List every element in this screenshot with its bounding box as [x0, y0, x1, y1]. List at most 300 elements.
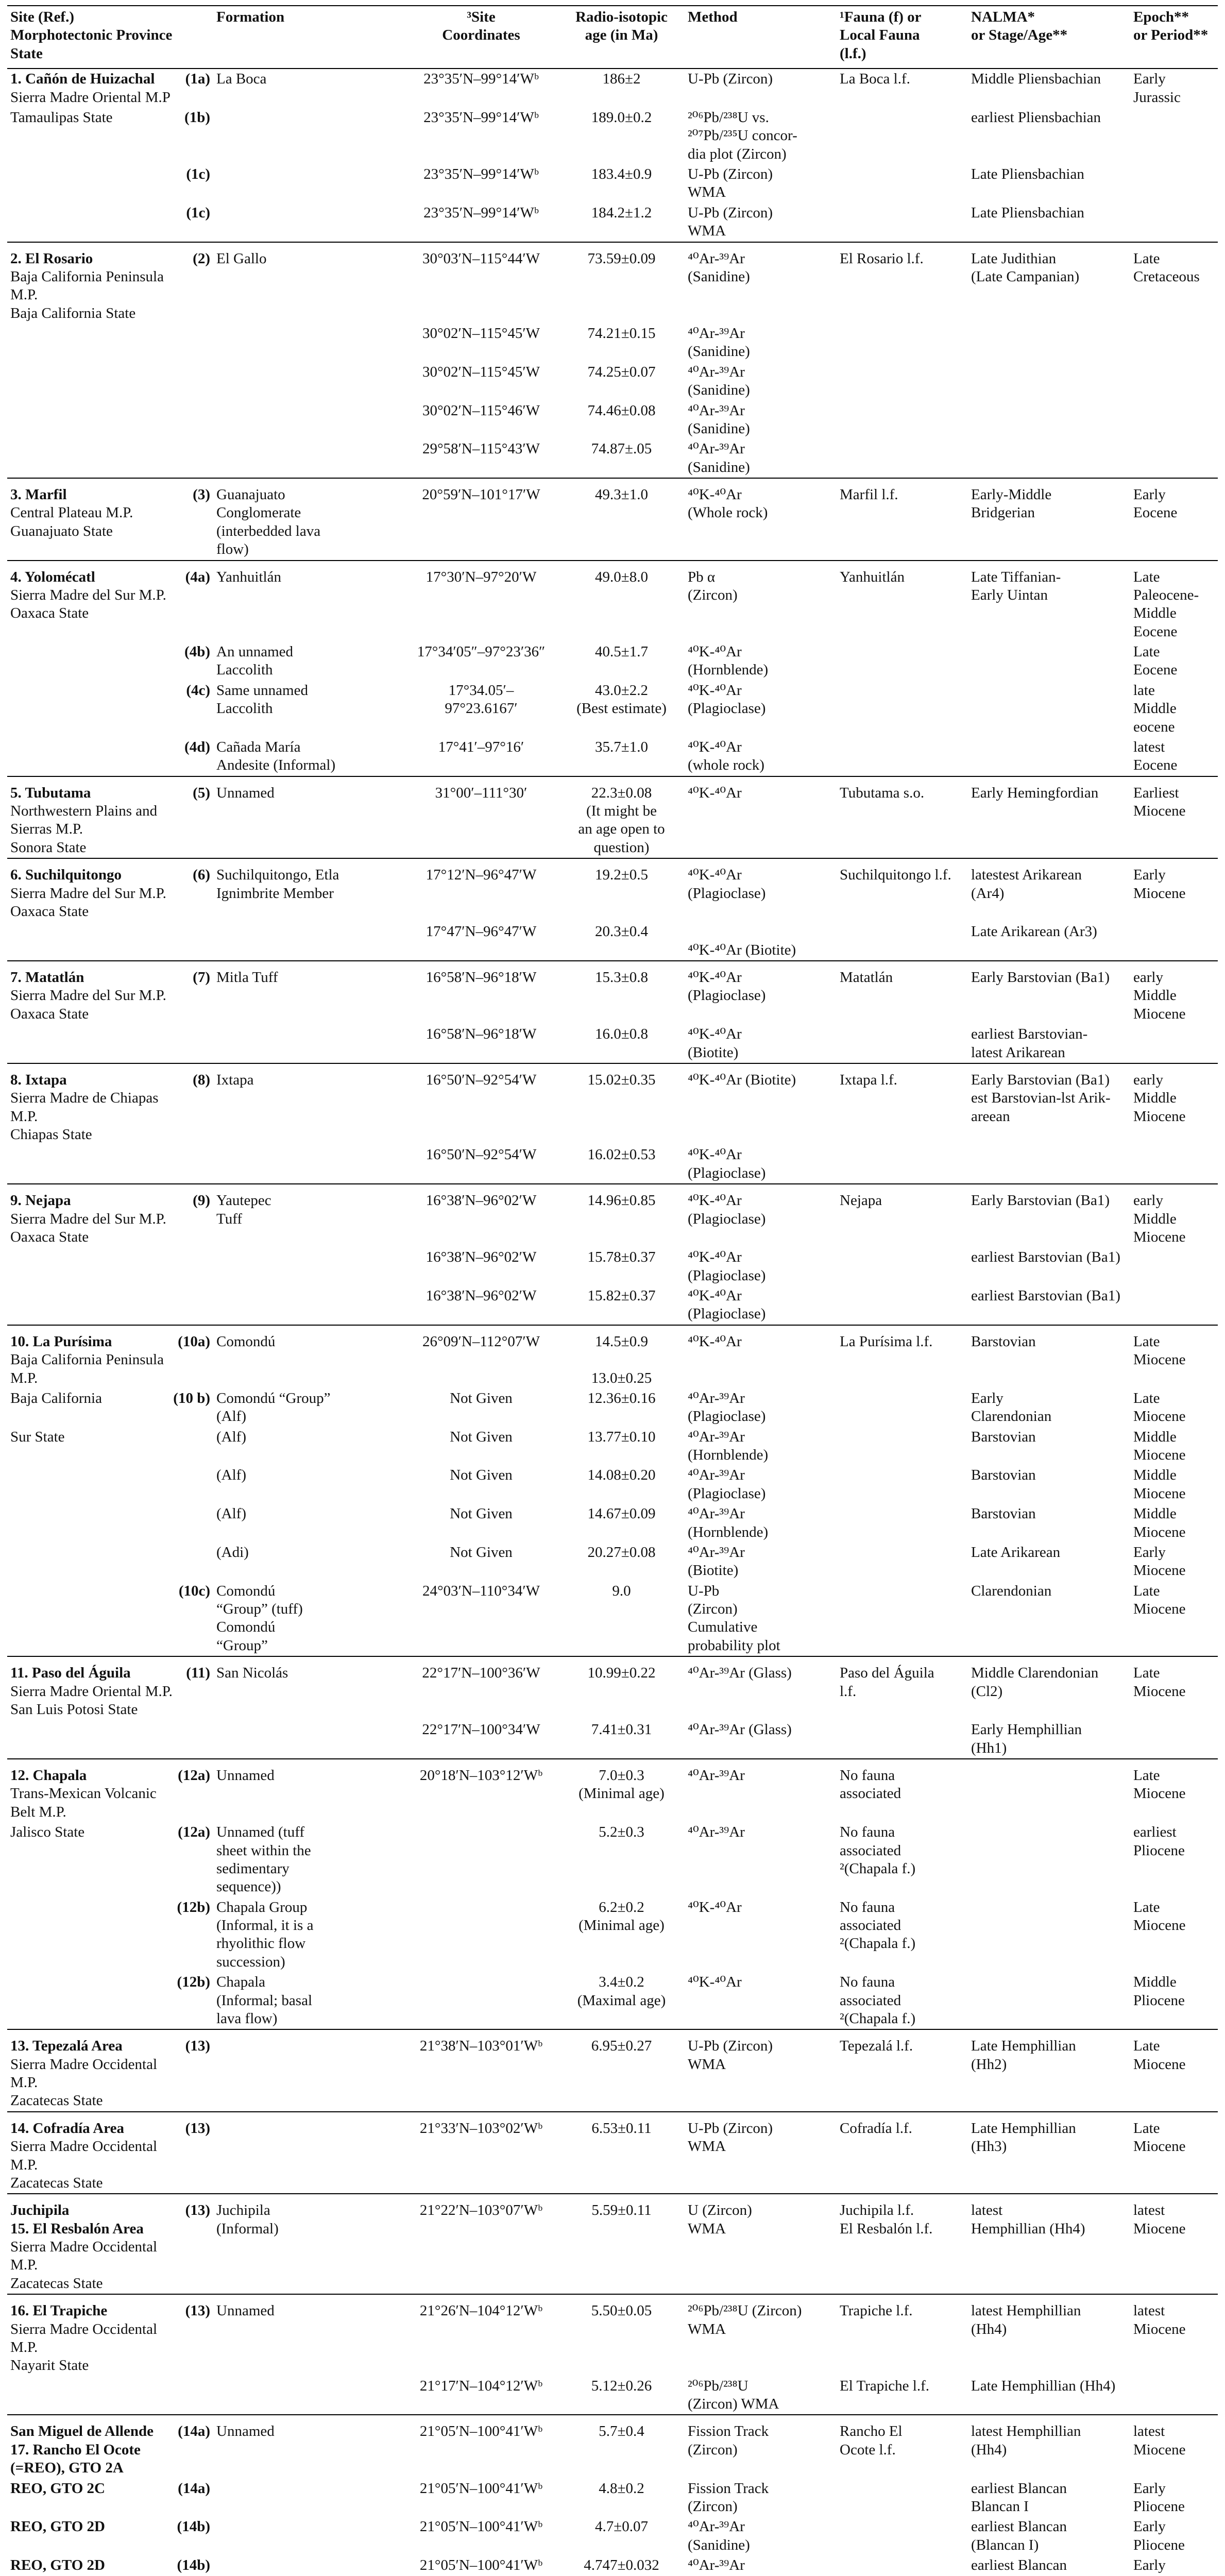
- age-cell: 14.08±0.20: [587, 1467, 656, 1484]
- table-row: [7, 858, 1218, 922]
- table-row: [7, 401, 1218, 439]
- nalma-cell: Early-Middle Bridgerian: [968, 478, 1130, 561]
- coordinates-cell: 21°38′N–103°01′Wᵇ: [404, 2029, 558, 2112]
- site-province: Sierra Madre del Sur M.P. Oaxaca State: [10, 987, 166, 1022]
- formation-cell: An unnamed Laccolith: [216, 643, 293, 679]
- table-container: [7, 5, 1218, 2576]
- epoch-cell: Early Pliocene: [1133, 2518, 1185, 2553]
- site-name: 1. Cañón de Huizachal: [10, 71, 155, 88]
- nalma-cell: latest Hemphillian (Hh4): [968, 2415, 1130, 2478]
- coordinates-cell: 16°50′N–92°54′W: [404, 1063, 558, 1145]
- age-cell: 10.99±0.22: [558, 1656, 685, 1720]
- table-row: [7, 478, 1218, 561]
- coordinates-cell: 21°22′N–103°07′Wᵇ: [404, 2194, 558, 2294]
- site-cell: [7, 2415, 213, 2478]
- epoch-cell: [1130, 324, 1218, 362]
- formation-cell: Yautepec Tuff: [213, 1184, 404, 1247]
- site-ref: (14b): [177, 2518, 210, 2535]
- table-row: [7, 1247, 1218, 1286]
- site-province: Baja California Peninsula M.P.: [10, 1351, 164, 1386]
- fauna-cell: [837, 1427, 968, 1466]
- epoch-cell: late Middle eocene: [1133, 682, 1177, 735]
- site-name: 7. Matatlán: [10, 969, 84, 986]
- table-row: [7, 1145, 1218, 1184]
- site-province: Sierra Madre Occidental M.P. Zacatecas State: [10, 2138, 158, 2191]
- table-row: [7, 362, 1218, 401]
- table-row: [7, 776, 1218, 859]
- coordinates-cell: 21°17′N–104°12′Wᵇ: [419, 2377, 543, 2394]
- site-cell: [7, 961, 213, 1024]
- site-ref: (4c): [186, 682, 210, 699]
- method-cell: ⁴⁰Ar-³⁹Ar (Biotite): [688, 1544, 745, 1579]
- method-cell: U (Zircon) WMA: [685, 2194, 837, 2294]
- method-cell: ⁴⁰K-⁴⁰Ar: [688, 1899, 742, 1916]
- method-cell: U-Pb (Zircon): [688, 71, 773, 88]
- coordinates-cell: 16°58′N–96°18′W: [404, 961, 558, 1024]
- coordinates-cell: 21°05′N–100°41′Wᵇ: [404, 2415, 558, 2478]
- site-cell: [7, 1720, 213, 1759]
- epoch-cell: Late Eocene: [1133, 643, 1178, 679]
- site-cell: [7, 1063, 213, 1145]
- site-cell: [7, 164, 213, 203]
- site-cell: [7, 2112, 213, 2194]
- method-cell: ⁴⁰K-⁴⁰Ar (Plagioclase): [688, 682, 766, 717]
- fauna-cell: Juchipila l.f. El Resbalón l.f.: [837, 2194, 968, 2294]
- table-row: [7, 1024, 1218, 1063]
- formation-cell: Unnamed: [213, 2294, 404, 2376]
- site-cell: [7, 1024, 213, 1063]
- epoch-cell: Late Miocene: [1133, 1582, 1186, 1617]
- site-ref: (14a): [178, 2480, 210, 2497]
- site-name: Tamaulipas State: [10, 109, 113, 126]
- coordinates-cell: Not Given: [450, 1428, 513, 1445]
- nalma-cell: Middle Pliensbachian: [971, 71, 1101, 88]
- coordinates-cell: 30°02′N–115°45′W: [422, 363, 540, 380]
- fauna-cell: [837, 324, 968, 362]
- fauna-cell: [837, 362, 968, 401]
- site-cell: [7, 1543, 213, 1581]
- nalma-cell: latestest Arikarean (Ar4): [968, 858, 1130, 922]
- epoch-cell: early Middle Miocene: [1130, 961, 1218, 1024]
- fauna-cell: Marfil l.f.: [837, 478, 968, 561]
- site-cell: [7, 1427, 213, 1466]
- nalma-cell: Late Pliensbachian: [971, 204, 1084, 221]
- site-cell: [7, 2517, 213, 2555]
- age-cell: 14.67±0.09: [587, 1505, 656, 1522]
- method-cell: U-Pb (Zircon) Cumulative probability plot: [688, 1582, 780, 1654]
- fauna-cell: [837, 1581, 968, 1657]
- epoch-cell: Late Miocene: [1130, 2112, 1218, 2194]
- fauna-cell: [837, 439, 968, 478]
- epoch-cell: latest Miocene: [1130, 2415, 1218, 2478]
- site-province: Northwestern Plains and Sierras M.P. Sonora State: [10, 803, 158, 856]
- table-row: [7, 2112, 1218, 2194]
- site-ref: (7): [193, 969, 210, 986]
- site-cell: [7, 1897, 213, 1973]
- age-cell: 186±2: [602, 71, 641, 88]
- age-cell: 16.0±0.8: [595, 1026, 648, 1043]
- table-row: [7, 242, 1218, 324]
- method-cell: ⁴⁰K-⁴⁰Ar (Hornblende): [688, 643, 769, 679]
- fauna-cell: [837, 2479, 968, 2517]
- coordinates-cell: 26°09′N–112°07′W: [404, 1325, 558, 1388]
- table-row: [7, 1184, 1218, 1247]
- coordinates-cell: 21°26′N–104°12′Wᵇ: [404, 2294, 558, 2376]
- site-cell: [7, 203, 213, 242]
- formation-cell: [213, 2029, 404, 2112]
- fauna-cell: Rancho El Ocote l.f.: [837, 2415, 968, 2478]
- age-cell: 73.59±0.09: [558, 242, 685, 324]
- site-cell: [7, 362, 213, 401]
- age-cell: 5.2±0.3: [599, 1824, 644, 1841]
- epoch-cell: [1130, 362, 1218, 401]
- nalma-cell: Late Arikarean (Ar3): [971, 923, 1097, 940]
- header-site: Site (Ref.) Morphotectonic Province State: [7, 6, 213, 69]
- site-ref: (14b): [177, 2557, 210, 2573]
- formation-cell: [213, 362, 404, 401]
- site-name: Baja California: [10, 1389, 102, 1406]
- table-row: [7, 681, 1218, 737]
- age-cell: 7.41±0.31: [591, 1721, 652, 1738]
- coordinates-cell: 30°02′N–115°45′W: [422, 325, 540, 342]
- coordinates-cell: 31°00′–111°30′: [404, 776, 558, 859]
- site-name: 12. Chapala: [10, 1767, 87, 1784]
- fauna-cell: Tepezalá l.f.: [837, 2029, 968, 2112]
- header-row: [7, 6, 1218, 69]
- site-cell: [7, 1656, 213, 1720]
- nalma-cell: Late Pliensbachian: [971, 166, 1084, 182]
- site-name: 10. La Purísima: [10, 1333, 112, 1350]
- method-cell: ⁴⁰Ar-³⁹Ar (Hornblende): [688, 1505, 769, 1540]
- site-name: 3. Marfil: [10, 486, 67, 503]
- nalma-cell: Barstovian: [971, 1467, 1036, 1484]
- fauna-cell: [837, 1543, 968, 1581]
- formation-cell: Unnamed: [213, 2415, 404, 2478]
- table-row: [7, 1063, 1218, 1145]
- method-cell: ⁴⁰Ar-³⁹Ar (Sanidine): [688, 402, 750, 437]
- nalma-cell: Early Barstovian (Ba1): [968, 961, 1130, 1024]
- formation-cell: [213, 1720, 404, 1759]
- formation-cell: [213, 2555, 404, 2576]
- site-province: Sierra Madre de Chiapas M.P. Chiapas State: [10, 1090, 159, 1143]
- age-cell: 20.3±0.4: [595, 923, 648, 940]
- site-name: Sur State: [10, 1428, 65, 1445]
- epoch-cell: Middle Pliocene: [1133, 1974, 1185, 2009]
- epoch-cell: [1130, 401, 1218, 439]
- site-cell: [7, 1388, 213, 1427]
- nalma-cell: Late Tiffanian- Early Uintan: [968, 561, 1130, 642]
- fauna-cell: [837, 922, 968, 961]
- site-ref: (13): [185, 2120, 210, 2137]
- formation-cell: Cañada María Andesite (Informal): [216, 738, 336, 774]
- site-ref: (1c): [186, 204, 210, 221]
- epoch-cell: Early: [1133, 2557, 1166, 2573]
- table-row: [7, 439, 1218, 478]
- nalma-cell: Barstovian: [971, 1428, 1036, 1445]
- site-cell: [7, 242, 213, 324]
- nalma-cell: [968, 1759, 1130, 1822]
- method-cell: ⁴⁰Ar-³⁹Ar (Sanidine): [688, 2518, 750, 2553]
- fauna-cell: [837, 1388, 968, 1427]
- site-ref: (13): [185, 2202, 210, 2219]
- age-cell: 6.53±0.11: [558, 2112, 685, 2194]
- coordinates-cell: 17°47′N–96°47′W: [426, 923, 537, 940]
- method-cell: ⁴⁰K-⁴⁰Ar (Plagioclase): [685, 858, 837, 922]
- age-cell: 74.46±0.08: [587, 402, 656, 419]
- table-row: [7, 737, 1218, 776]
- table-body: [7, 69, 1218, 2576]
- table-row: [7, 2029, 1218, 2112]
- table-row: [7, 1822, 1218, 1897]
- epoch-cell: [1130, 108, 1218, 164]
- nalma-cell: latest Hemphillian (Hh4): [968, 2294, 1130, 2376]
- formation-cell: Unnamed: [213, 776, 404, 859]
- header-age: Radio-isotopic age (in Ma): [558, 6, 685, 69]
- coordinates-cell: Not Given: [450, 1544, 513, 1561]
- coordinates-cell: 29°58′N–115°43′W: [422, 440, 540, 457]
- method-cell: ⁴⁰K-⁴⁰Ar: [688, 1974, 742, 1991]
- formation-cell: Unnamed (tuff sheet within the sedimentary sequence)): [216, 1824, 311, 1895]
- nalma-cell: Barstovian: [971, 1505, 1036, 1522]
- site-cell: [7, 681, 213, 737]
- site-name: REO, GTO 2C: [10, 2480, 105, 2497]
- table-row: [7, 203, 1218, 242]
- epoch-cell: [1130, 203, 1218, 242]
- site-name: 6. Suchilquitongo: [10, 867, 122, 884]
- table-row: [7, 1720, 1218, 1759]
- fauna-cell: [837, 2555, 968, 2576]
- nalma-cell: Late Hemphillian (Hh4): [971, 2377, 1116, 2394]
- fauna-cell: No fauna associated ²(Chapala f.): [840, 1899, 916, 1952]
- table-row: [7, 2517, 1218, 2555]
- site-ref: (4d): [184, 738, 210, 755]
- coordinates-cell: 20°18′N–103°12′Wᵇ: [404, 1759, 558, 1822]
- site-cell: [7, 561, 213, 642]
- age-cell: 3.4±0.2 (Maximal age): [577, 1974, 666, 2009]
- site-ref: (10 b): [173, 1389, 210, 1406]
- site-ref: (12b): [177, 1974, 210, 1991]
- site-name: REO, GTO 2D: [10, 2518, 105, 2535]
- fauna-cell: [837, 1286, 968, 1325]
- fauna-cell: [837, 203, 968, 242]
- table-row: [7, 1427, 1218, 1466]
- nalma-cell: Early Hemingfordian: [968, 776, 1130, 859]
- coordinates-cell: 16°38′N–96°02′W: [404, 1184, 558, 1247]
- formation-cell: [213, 439, 404, 478]
- method-cell: ⁴⁰Ar-³⁹Ar (Plagioclase): [688, 1389, 766, 1425]
- site-name: San Miguel de Allende 17. Rancho El Ocote (=REO), GTO 2A: [10, 2423, 154, 2477]
- formation-cell: [213, 1286, 404, 1325]
- formation-cell: [213, 2112, 404, 2194]
- site-province: Sierra Madre del Sur M.P. Oaxaca State: [10, 586, 166, 622]
- formation-cell: (Alf): [216, 1467, 246, 1484]
- age-cell: 5.59±0.11: [558, 2194, 685, 2294]
- site-name: 16. El Trapiche: [10, 2302, 108, 2319]
- site-name: 4. Yolomécatl: [10, 568, 95, 585]
- coordinates-cell: Not Given: [450, 1389, 513, 1406]
- site-ref: (2): [193, 250, 210, 267]
- fauna-cell: [837, 1247, 968, 1286]
- fauna-cell: [837, 1145, 968, 1184]
- nalma-cell: [968, 324, 1130, 362]
- nalma-cell: latest Hemphillian (Hh4): [968, 2194, 1130, 2294]
- coordinates-cell: 23°35′N–99°14′Wᵇ: [423, 109, 539, 126]
- age-cell: 13.77±0.10: [587, 1428, 656, 1445]
- fauna-cell: La Boca l.f.: [840, 71, 910, 88]
- site-province: Trans-Mexican Volcanic Belt M.P.: [10, 1785, 157, 1820]
- coordinates-cell: 17°12′N–96°47′W: [404, 858, 558, 922]
- coordinates-cell: 22°17′N–100°34′W: [422, 1721, 540, 1738]
- fauna-cell: [837, 737, 968, 776]
- table-row: [7, 2294, 1218, 2376]
- coordinates-cell: 30°02′N–115°46′W: [422, 402, 540, 419]
- table-row: [7, 1759, 1218, 1822]
- coordinates-cell: Not Given: [450, 1467, 513, 1484]
- fauna-cell: Suchilquitongo l.f.: [837, 858, 968, 922]
- method-cell: ⁴⁰K-⁴⁰Ar (Biotite): [688, 941, 796, 958]
- site-ref: (6): [193, 867, 210, 884]
- formation-cell: El Gallo: [213, 242, 404, 324]
- header-nalma: NALMA* or Stage/Age**: [968, 6, 1130, 69]
- site-name: 9. Nejapa: [10, 1192, 71, 1209]
- epoch-cell: Late Miocene: [1130, 1656, 1218, 1720]
- site-name: 14. Cofradía Area: [10, 2120, 124, 2137]
- nalma-cell: earliest Blancan: [971, 2557, 1067, 2573]
- nalma-cell: Middle Clarendonian (Cl2): [968, 1656, 1130, 1720]
- nalma-cell: [968, 1822, 1130, 1897]
- age-cell: 14.5±0.9 13.0±0.25: [558, 1325, 685, 1388]
- age-cell: 16.02±0.53: [587, 1146, 656, 1163]
- epoch-cell: Late Miocene: [1130, 2029, 1218, 2112]
- formation-cell: Ixtapa: [213, 1063, 404, 1145]
- site-cell: [7, 69, 213, 108]
- header-epoch: Epoch** or Period**: [1130, 6, 1218, 69]
- age-cell: 6.2±0.2 (Minimal age): [579, 1899, 665, 1934]
- header-formation: Formation: [213, 6, 404, 69]
- age-cell: 12.36±0.16: [587, 1389, 656, 1406]
- method-cell: ⁴⁰Ar-³⁹Ar (Plagioclase): [688, 1467, 766, 1502]
- nalma-cell: [968, 681, 1130, 737]
- fauna-cell: [837, 1720, 968, 1759]
- age-cell: 20.27±0.08: [587, 1544, 656, 1561]
- method-cell: U-Pb (Zircon) WMA: [688, 204, 773, 240]
- age-cell: 15.82±0.37: [587, 1287, 656, 1304]
- fauna-cell: Yanhuitlán: [837, 561, 968, 642]
- fauna-cell: No fauna associated: [837, 1759, 968, 1822]
- epoch-cell: Late Cretaceous: [1130, 242, 1218, 324]
- coordinates-cell: 17°34.05′– 97°23.6167′: [445, 682, 518, 717]
- method-cell: ⁴⁰Ar-³⁹Ar (Sanidine): [688, 363, 750, 399]
- nalma-cell: [968, 1897, 1130, 1973]
- age-cell: 4.747±0.032: [584, 2557, 659, 2573]
- formation-cell: Comondú “Group” (Alf): [216, 1389, 331, 1425]
- method-cell: ⁴⁰K-⁴⁰Ar (whole rock): [688, 738, 764, 774]
- nalma-cell: [968, 439, 1130, 478]
- coordinates-cell: 17°41′–97°16′: [438, 738, 524, 755]
- coordinates-cell: 22°17′N–100°36′W: [404, 1656, 558, 1720]
- coordinates-cell: 17°30′N–97°20′W: [404, 561, 558, 642]
- fauna-cell: [837, 1024, 968, 1063]
- method-cell: ⁴⁰K-⁴⁰Ar: [685, 1325, 837, 1388]
- table-row: [7, 1581, 1218, 1657]
- site-cell: [7, 1465, 213, 1504]
- site-cell: [7, 478, 213, 561]
- site-cell: [7, 1581, 213, 1657]
- nalma-cell: earliest Pliensbachian: [971, 109, 1101, 126]
- age-cell: 6.95±0.27: [558, 2029, 685, 2112]
- coordinates-cell: 24°03′N–110°34′W: [422, 1582, 540, 1599]
- coordinates-cell: 16°38′N–96°02′W: [426, 1249, 537, 1266]
- method-cell: ⁴⁰K-⁴⁰Ar (Plagioclase): [688, 1287, 766, 1323]
- table-row: [7, 1504, 1218, 1543]
- age-cell: 184.2±1.2: [591, 204, 652, 221]
- table-row: [7, 1465, 1218, 1504]
- table-row: [7, 2479, 1218, 2517]
- fauna-cell: [837, 1465, 968, 1504]
- nalma-cell: Early Hemphillian (Hh1): [971, 1721, 1082, 1756]
- coordinates-cell: [404, 1897, 558, 1973]
- formation-cell: Same unnamed Laccolith: [216, 682, 308, 717]
- site-ref: (13): [185, 2038, 210, 2055]
- table-row: [7, 922, 1218, 961]
- method-cell: ⁴⁰Ar-³⁹Ar: [688, 2557, 745, 2573]
- nalma-cell: earliest Barstovian- latest Arikarean: [971, 1026, 1088, 1061]
- age-cell: 5.50±0.05: [558, 2294, 685, 2376]
- site-province: Sierra Madre Oriental M.P: [10, 89, 171, 106]
- site-cell: [7, 922, 213, 961]
- fauna-cell: Nejapa: [837, 1184, 968, 1247]
- method-cell: U-Pb (Zircon) WMA: [685, 2029, 837, 2112]
- site-ref: (1b): [184, 109, 210, 126]
- table-row: [7, 324, 1218, 362]
- epoch-cell: Late Paleocene- Middle Eocene: [1130, 561, 1218, 642]
- formation-cell: [213, 2517, 404, 2555]
- formation-cell: Guanajuato Conglomerate (interbedded lava flow): [213, 478, 404, 561]
- epoch-cell: Earliest Miocene: [1130, 776, 1218, 859]
- fauna-cell: Ixtapa l.f.: [837, 1063, 968, 1145]
- epoch-cell: [1130, 2376, 1218, 2415]
- coordinates-cell: 21°05′N–100°41′Wᵇ: [419, 2480, 543, 2497]
- formation-cell: Yanhuitlán: [213, 561, 404, 642]
- epoch-cell: [1130, 1024, 1218, 1063]
- formation-cell: (Alf): [216, 1428, 246, 1445]
- nalma-cell: Clarendonian: [971, 1582, 1052, 1599]
- coordinates-cell: Not Given: [450, 1505, 513, 1522]
- site-cell: [7, 1759, 213, 1822]
- coordinates-cell: 23°35′N–99°14′Wᵇ: [423, 204, 539, 221]
- table-row: [7, 2376, 1218, 2415]
- method-cell: ⁴⁰Ar-³⁹Ar: [688, 1824, 745, 1841]
- epoch-cell: Late Miocene: [1133, 1899, 1186, 1934]
- fauna-cell: Matatlán: [837, 961, 968, 1024]
- method-cell: ⁴⁰Ar-³⁹Ar (Hornblende): [688, 1428, 769, 1463]
- method-cell: ⁴⁰K-⁴⁰Ar (Plagioclase): [688, 1249, 766, 1284]
- coordinates-cell: 21°05′N–100°41′Wᵇ: [419, 2518, 543, 2535]
- age-cell: 189.0±0.2: [591, 109, 652, 126]
- fauna-cell: Paso del Águila l.f.: [837, 1656, 968, 1720]
- fauna-cell: [837, 164, 968, 203]
- site-cell: [7, 108, 213, 164]
- fauna-cell: El Rosario l.f.: [837, 242, 968, 324]
- age-cell: 4.7±0.07: [595, 2518, 648, 2535]
- age-cell: 49.0±8.0: [558, 561, 685, 642]
- coordinates-cell: [404, 1972, 558, 2029]
- site-cell: [7, 1286, 213, 1325]
- age-cell: 9.0: [612, 1582, 631, 1599]
- age-cell: 7.0±0.3 (Minimal age): [558, 1759, 685, 1822]
- epoch-cell: Middle Miocene: [1133, 1505, 1186, 1540]
- table-row: [7, 69, 1218, 108]
